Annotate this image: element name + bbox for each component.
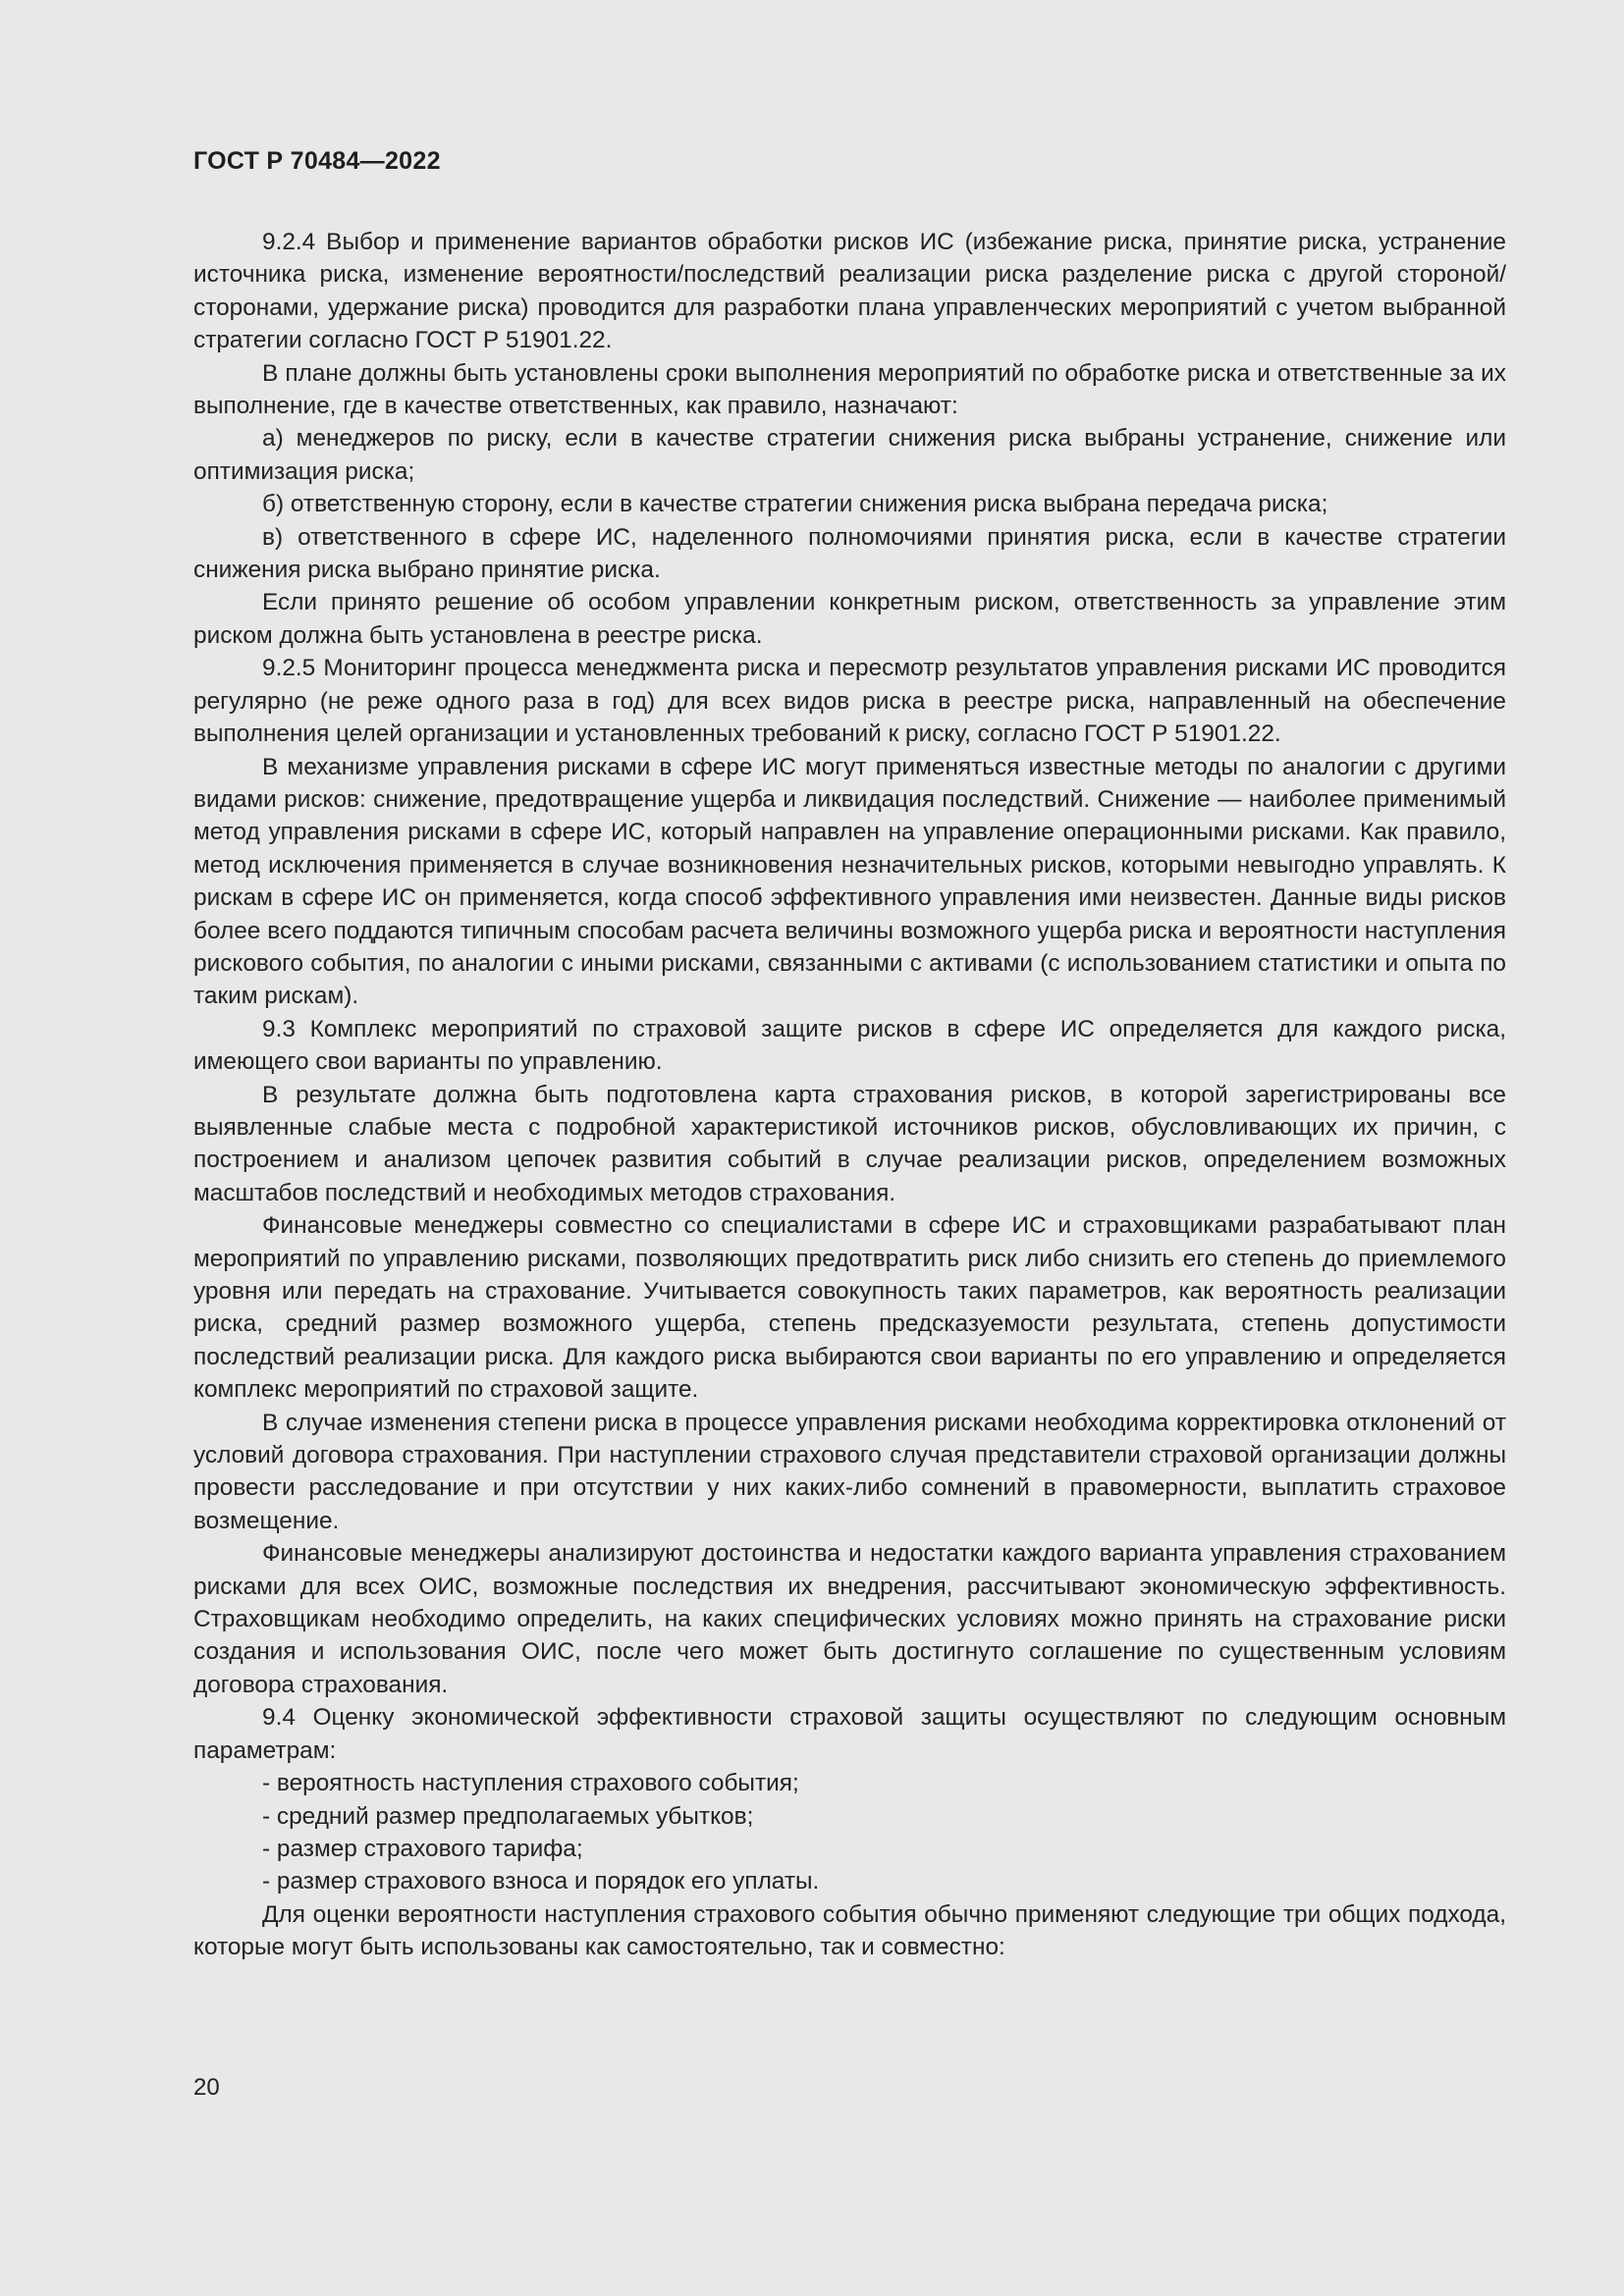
paragraph-plan-deadlines: В плане должны быть установлены сроки выполнения мероприятий по обработке риска и ответственные за их выполнение, где в качестве ответственных, как правило, назначают: <box>193 359 1506 420</box>
list-item-a: а) менеджеров по риску, если в качестве стратегии снижения риска выбраны устранение, снижение или оптимизация риска; <box>193 425 1506 485</box>
paragraph-special-management: Если принято решение об особом управлении конкретным риском, ответственность за управление этим риском должна быть установлена в реестре риска. <box>193 589 1506 649</box>
list-item-v: в) ответственного в сфере ИС, наделенного полномочиями принятия риска, если в качестве стратегии снижения риска выбрано принятие риска. <box>193 523 1506 584</box>
dash-item-tariff: - размер страхового тарифа; <box>262 1835 583 1862</box>
document-body <box>193 226 1506 1964</box>
paragraph-insurance-map: В результате должна быть подготовлена карта страхования рисков, в которой зарегистрированы все выявленные слабые места с подробной характеристикой источников рисков, обусловливающих их причин, с построением и анализом цепочек развития событий в случае реализации рисков, определением возможных масштабов последствий и необходимых методов страхования. <box>193 1081 1506 1206</box>
dash-item-losses: - средний размер предполагаемых убытков; <box>262 1802 754 1830</box>
paragraph-risk-change: В случае изменения степени риска в процессе управления рисками необходима корректировка отклонений от условий договора страхования. При наступлении страхового случая представители страховой организации должны провести расследование и при отсутствии у них каких-либо сомнений в правомерности, выплатить страховое возмещение. <box>193 1409 1506 1534</box>
paragraph-9-3: 9.3 Комплекс мероприятий по страховой защите рисков в сфере ИС определяется для каждого риска, имеющего свои варианты по управлению. <box>193 1015 1506 1076</box>
paragraph-9-2-4: 9.2.4 Выбор и применение вариантов обработки рисков ИС (избежание риска, принятие риска, устранение источника риска, изменение вероятности/последствий реализации риска разделение риска с другой стороной/сторонами, удержание риска) проводится для разработки плана управленческих мероприятий с учетом выбранной стратегии согласно ГОСТ Р 51901.22. <box>193 229 1506 354</box>
list-item-b: б) ответственную сторону, если в качестве стратегии снижения риска выбрана передача риска; <box>262 491 1328 518</box>
paragraph-9-2-5: 9.2.5 Мониторинг процесса менеджмента риска и пересмотр результатов управления рисками ИС проводится регулярно (не реже одного раза в год) для всех видов риска в реестре риска, направленный на обеспечение выполнения целей организации и установленных требований к риску, согласно ГОСТ Р 51901.22. <box>193 655 1506 748</box>
paragraph-financial-managers-plan: Финансовые менеджеры совместно со специалистами в сфере ИС и страховщиками разрабатывают план мероприятий по управлению рисками, позволяющих предотвратить риск либо снизить его степень до приемлемого уровня или передать на страхование. Учитывается совокупность таких параметров, как вероятность реализации риска, средний размер возможного ущерба, степень предсказуемости результата, степень допустимости последствий реализации риска. Для каждого риска выбираются свои варианты по его управлению и определяется комплекс мероприятий по страховой защите. <box>193 1212 1506 1404</box>
paragraph-financial-managers-analysis: Финансовые менеджеры анализируют достоинства и недостатки каждого варианта управления страхованием рисками для всех ОИС, возможные последствия их внедрения, рассчитывают экономическую эффективность. Страховщикам необходимо определить, на каких специфических условиях можно принять на страхование риски создания и использования ОИС, после чего может быть достигнуто соглашение по существенным условиям договора страхования. <box>193 1540 1506 1698</box>
document-code-header: ГОСТ Р 70484—2022 <box>193 147 441 175</box>
dash-item-premium: - размер страхового взноса и порядок его уплаты. <box>262 1868 820 1896</box>
page-number: 20 <box>193 2074 220 2101</box>
paragraph-9-4: 9.4 Оценку экономической эффективности страховой защиты осуществляют по следующим основным параметрам: <box>193 1704 1506 1764</box>
paragraph-probability-approaches: Для оценки вероятности наступления страхового события обычно применяют следующие три общих подхода, которые могут быть использованы как самостоятельно, так и совместно: <box>193 1900 1506 1961</box>
dash-item-probability: - вероятность наступления страхового события; <box>262 1770 799 1797</box>
paragraph-risk-mechanism: В механизме управления рисками в сфере ИС могут применяться известные методы по аналогии с другими видами рисков: снижение, предотвращение ущерба и ликвидация последствий. Снижение — наиболее применимый метод управления рисками в сфере ИС, который направлен на управление операционными рисками. Как правило, метод исключения применяется в случае возникновения незначительных рисков, которыми невыгодно управлять. К рискам в сфере ИС он применяется, когда способ эффективного управления ими неизвестен. Данные виды рисков более всего поддаются типичным способам расчета величины возможного ущерба риска и вероятности наступления рискового события, по аналогии с иными рисками, связанными с активами (с использованием статистики и опыта по таким рискам). <box>193 753 1506 1010</box>
